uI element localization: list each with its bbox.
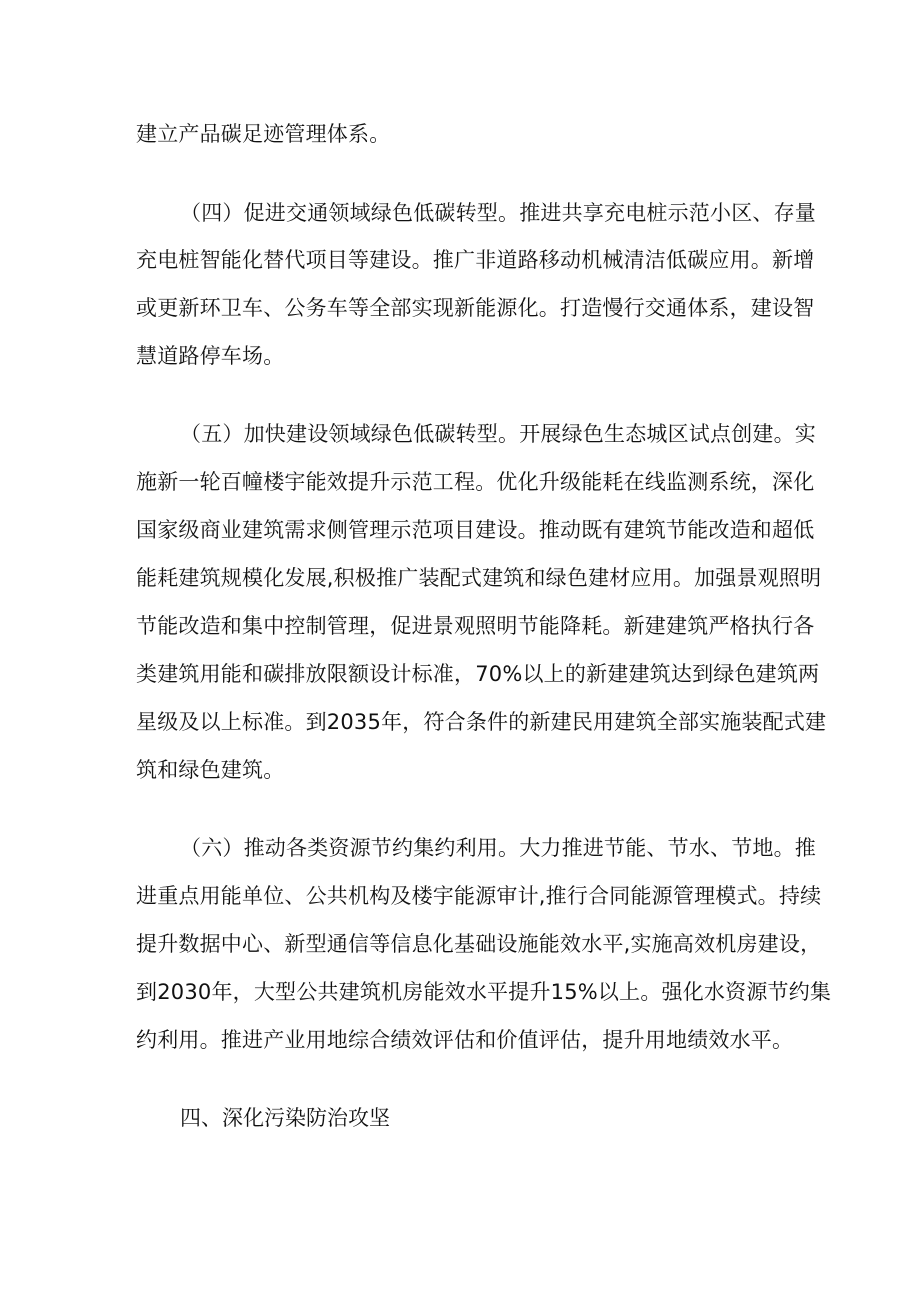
section-5-line-3: 国家级商业建筑需求侧管理示范项目建设。推动既有建筑节能改造和超低 bbox=[136, 518, 815, 542]
section-5-line-8: 筑和绿色建筑。 bbox=[136, 758, 285, 782]
section-6-line-4: 到2030年，大型公共建筑机房能效水平提升15%以上。强化水资源节约集 bbox=[136, 980, 832, 1004]
section-4-line-3: 或更新环卫车、公务车等全部实现新能源化。打造慢行交通体系，建设智 bbox=[136, 296, 815, 320]
section-5-line-1: （五）加快建设领域绿色低碳转型。开展绿色生态城区试点创建。实 bbox=[180, 422, 816, 446]
section-4-line-1: （四）促进交通领域绿色低碳转型。推进共享充电桩示范小区、存量 bbox=[180, 201, 816, 225]
section-5-line-4: 能耗建筑规模化发展,积极推广装配式建筑和绿色建材应用。加强景观照明 bbox=[136, 566, 822, 590]
section-5-line-2: 施新一轮百幢楼宇能效提升示范工程。优化升级能耗在线监测系统，深化 bbox=[136, 470, 815, 494]
section-4-line-4: 慧道路停车场。 bbox=[136, 344, 285, 368]
section-6-line-3: 提升数据中心、新型通信等信息化基础设施能效水平,实施高效机房建设， bbox=[136, 932, 822, 956]
section-6-line-2: 进重点用能单位、公共机构及楼宇能源审计,推行合同能源管理模式。持续 bbox=[136, 884, 822, 908]
section-5-line-5: 节能改造和集中控制管理，促进景观照明节能降耗。新建建筑严格执行各 bbox=[136, 614, 815, 638]
section-5-line-7: 星级及以上标准。到2035年，符合条件的新建民用建筑全部实施装配式建 bbox=[136, 710, 827, 734]
section-4-line-2: 充电桩智能化替代项目等建设。推广非道路移动机械清洁低碳应用。新增 bbox=[136, 248, 815, 272]
section-heading-4: 四、深化污染防治攻坚 bbox=[180, 1106, 390, 1130]
section-6-line-1: （六）推动各类资源节约集约利用。大力推进节能、节水、节地。推 bbox=[180, 836, 816, 860]
section-5-line-6: 类建筑用能和碳排放限额设计标准，70%以上的新建建筑达到绿色建筑两 bbox=[136, 662, 820, 686]
intro-line-1: 建立产品碳足迹管理体系。 bbox=[136, 122, 391, 146]
section-6-line-5: 约利用。推进产业用地综合绩效评估和价值评估，提升用地绩效水平。 bbox=[136, 1028, 794, 1052]
